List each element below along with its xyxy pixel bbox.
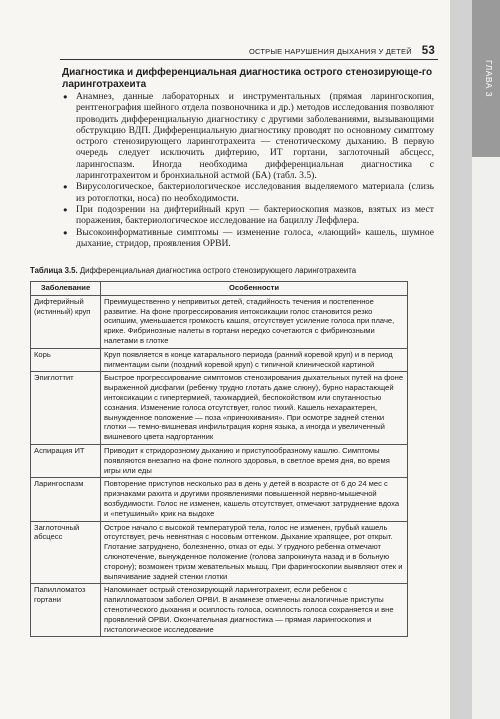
chapter-tab-label: ГЛАВА 3	[484, 60, 494, 98]
table-row	[31, 521, 408, 584]
table-row	[31, 295, 408, 348]
column-header-disease: Заболевание	[31, 282, 101, 296]
disease-cell: Эпиглоттит	[31, 372, 101, 445]
disease-cell: Дифтерийный (истинный) круп	[31, 295, 101, 348]
disease-cell: Аспирация ИТ	[31, 444, 101, 477]
features-cell: Приводит к стридорозному дыханию и приступообразному кашлю. Симптомы появляются внезапно на фоне полного здоровья, в светлое время дня, во время игры или еды	[101, 444, 408, 477]
chapter-tab-marker	[472, 0, 500, 157]
bullet-list	[62, 91, 434, 249]
page-number: 53	[421, 45, 435, 57]
table-row	[31, 444, 408, 477]
table-caption-text: Дифференциальная диагностика острого стенозирующего ларинготрахеита	[79, 266, 357, 275]
table-caption-label: Таблица 3.5.	[30, 266, 78, 275]
chapter-side-tab	[450, 0, 500, 719]
table-caption	[30, 266, 435, 276]
disease-cell: Корь	[31, 348, 101, 372]
features-cell: Напоминает острый стенозирующий ларинготрахеит, если ребенок с папилломатозом заболел ОРВИ. В анамнезе отмечены аналогичные приступы стенотического дыхания и осиплость голоса, осиплость голоса сохраняется и вне проявлений ОРВИ. Окончательная диагностика — прямая ларингоскопия и гистологическое исследование	[101, 584, 408, 637]
table-row	[31, 478, 408, 521]
table-header-row	[31, 282, 408, 296]
disease-cell: Ларингоспазм	[31, 478, 101, 521]
running-head-title: ОСТРЫЕ НАРУШЕНИЯ ДЫХАНИЯ У ДЕТЕЙ	[248, 47, 412, 56]
disease-cell: Заглоточный абсцесс	[31, 521, 101, 584]
features-cell: Преимущественно у непривитых детей, стадийность течения и постепенное развитие. На фоне прогрессирования интоксикации голос становится резко осипшим, уменьшается громкость кашля, отсутствует усиление голоса при плаче, крике. Фибринозные налеты в гортани нередко сочетаются с фибринозными налетами в глотке	[101, 295, 408, 348]
table-row	[31, 584, 408, 637]
differential-diagnosis-table	[30, 281, 408, 637]
table-row	[31, 372, 408, 445]
disease-cell: Папилломатоз гортани	[31, 584, 101, 637]
features-cell: Повторение приступов несколько раз в день у детей в возрасте от 6 до 24 мес с признаками рахита и другими проявлениями повышенной нервно-мышечной возбудимости. Голос не изменен, кашель отсутствует, отмечают затруднение вдоха и «петушиный» крик на выдохе	[101, 478, 408, 521]
running-head	[230, 45, 435, 57]
table-row	[31, 348, 408, 372]
features-cell: Быстрое прогрессирование симптомов стенозирования дыхательных путей на фоне выраженной дисфагии (ребенку трудно глотать даже слюну), бурно нарастающей интоксикации с гипертермией, тахикардией, беспокойством или спутанностью сознания. Изменение голоса отсутствует, голос тихий. Кашель нехарактерен, вынужденное положение — поза «принюхивания». При осмотре задней стенки глотки — темно-вишневая инфильтрация корня языка, а иногда и увеличенный вишневого цвета надгортанник	[101, 372, 408, 445]
features-cell: Острое начало с высокой температурой тела, голос не изменен, грубый кашель отсутствует, речь невнятная с носовым оттенком. Дыхание храпящее, рот открыт. Глотание затруднено, болезненно, отказ от еды. У грудного ребенка отмечают слюнотечение, вынужденное положение (голова запрокинута назад и в больную сторону); возможен тризм жевательных мышц. При фарингоскопии выявляют отек и выпячивание задней стенки глотки	[101, 521, 408, 584]
bullet-item: ● Анамнез, данные лабораторных и инструментальных (прямая ларингоскопия, рентгенография шейного отдела позвоночника и др.) методов исследования позволяют проводить дифференциальную диагностику с другими заболеваниями, вызывающими обструкцию ВДП. Дифференциальную диагностику проводят по основному симптому острого стенозирующего ларинготрахеита — стенотическому дыханию. В первую очередь следует исключить дифтерию, ИТ гортани, заглоточный абсцесс, ларингоспазм. Иногда необходима дифференциальная диагностика с ларинготрахеитом и бронхиальной астмой (БА) (табл. 3.5).	[62, 91, 434, 181]
header-rule	[60, 59, 438, 60]
section-title: Диагностика и дифференциальная диагностика острого стенозирующе-го ларинготрахеита	[62, 67, 433, 90]
column-header-features: Особенности	[101, 282, 408, 296]
bullet-item: ● Высокоинформативные симптомы — изменение голоса, «лающий» кашель, шумное дыхание, стридор, проявления ОРВИ.	[62, 227, 434, 250]
bullet-item: ● При подозрении на дифтерийный круп — бактериоскопия мазков, взятых из мест поражения, бактериологическое исследование на бациллу Леффлера.	[62, 204, 434, 227]
features-cell: Круп появляется в конце катарального периода (ранний коревой круп) и в период пигментации сыпи (поздний коревой круп) с типичной клинической картиной	[101, 348, 408, 372]
bullet-item: ● Вирусологическое, бактериологическое исследования выделяемого материала (слизь из ротоглотки, носа) по необходимости.	[62, 181, 434, 204]
